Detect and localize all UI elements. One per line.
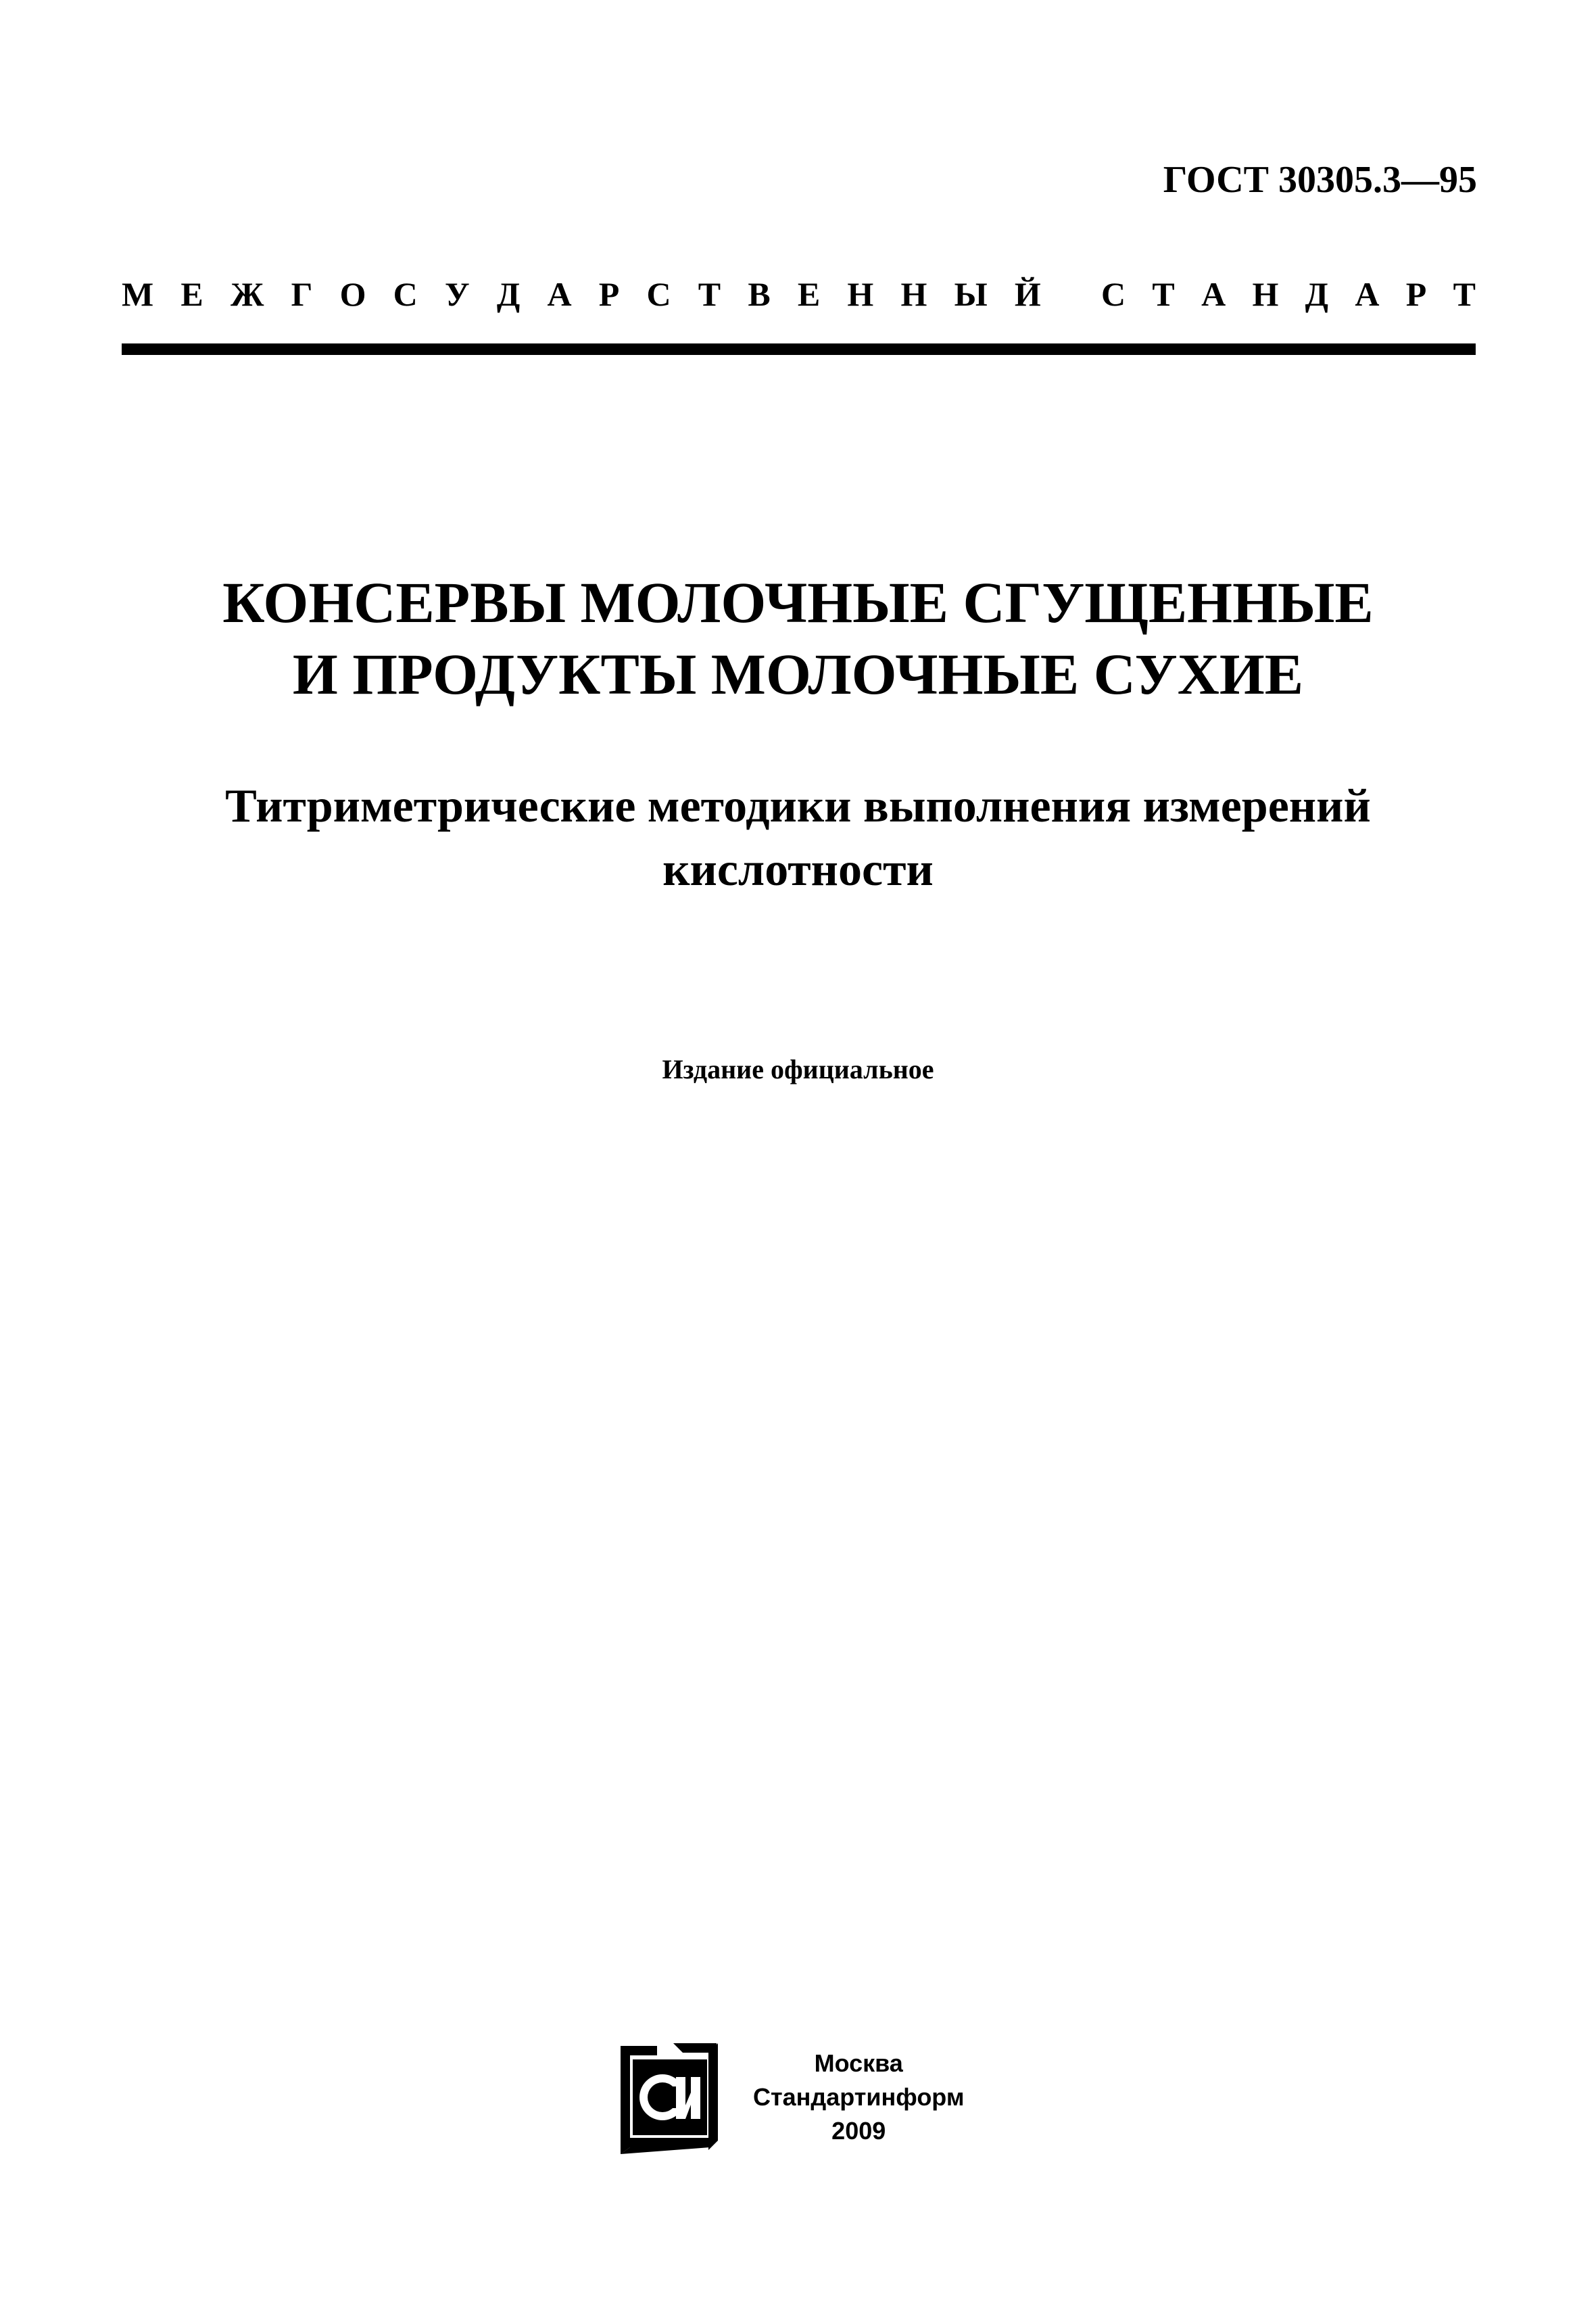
header-letter: Р (1405, 275, 1427, 313)
header-letter: Ж (230, 275, 264, 313)
publisher-name: Стандартинформ (753, 2083, 965, 2111)
title-line-2: И ПРОДУКТЫ МОЛОЧНЫЕ СУХИЕ (292, 642, 1304, 707)
header-letter: Й (1014, 275, 1041, 313)
header-letter: М (122, 275, 154, 313)
header-letter: Т (698, 275, 721, 313)
standard-type-header (122, 277, 1476, 311)
document-subtitle (0, 775, 1596, 902)
header-letter: А (1201, 275, 1226, 313)
header-letter: В (748, 275, 771, 313)
header-letter: Д (1305, 275, 1329, 313)
header-letter: А (1355, 275, 1380, 313)
header-letter: С (1101, 275, 1126, 313)
publisher-block (616, 2039, 964, 2155)
header-letter: Е (180, 275, 203, 313)
document-title (0, 567, 1596, 710)
header-letter: А (547, 275, 572, 313)
header-letter: Д (496, 275, 521, 313)
header-letter: С (393, 275, 418, 313)
header-letter: Т (1152, 275, 1175, 313)
header-letter: Ы (954, 275, 988, 313)
publisher-city: Москва (814, 2049, 903, 2077)
header-letter: Н (1252, 275, 1279, 313)
edition-label: Издание официальное (662, 1054, 934, 1084)
standartinform-logo-icon (616, 2039, 723, 2155)
subtitle-line-1: Титриметрические методики выполнения измерений (225, 780, 1371, 832)
header-letter: О (339, 275, 366, 313)
header-rule (122, 343, 1476, 355)
header-letter: У (444, 275, 470, 313)
header-letter: Г (291, 275, 313, 313)
standard-type-word-2 (1101, 277, 1476, 311)
publisher-year: 2009 (831, 2117, 886, 2145)
header-letter: Н (847, 275, 874, 313)
header-letter: Н (900, 275, 927, 313)
subtitle-line-2: кислотности (662, 844, 934, 896)
header-letter: Е (797, 275, 821, 313)
publisher-info (753, 2047, 964, 2148)
header-letter: Т (1453, 275, 1476, 313)
standard-number: ГОСТ 30305.3—95 (1163, 159, 1477, 201)
standard-type-word-1 (122, 277, 1041, 311)
header-letter: Р (598, 275, 620, 313)
title-line-1: КОНСЕРВЫ МОЛОЧНЫЕ СГУЩЕННЫЕ (222, 570, 1374, 635)
header-letter: С (646, 275, 671, 313)
